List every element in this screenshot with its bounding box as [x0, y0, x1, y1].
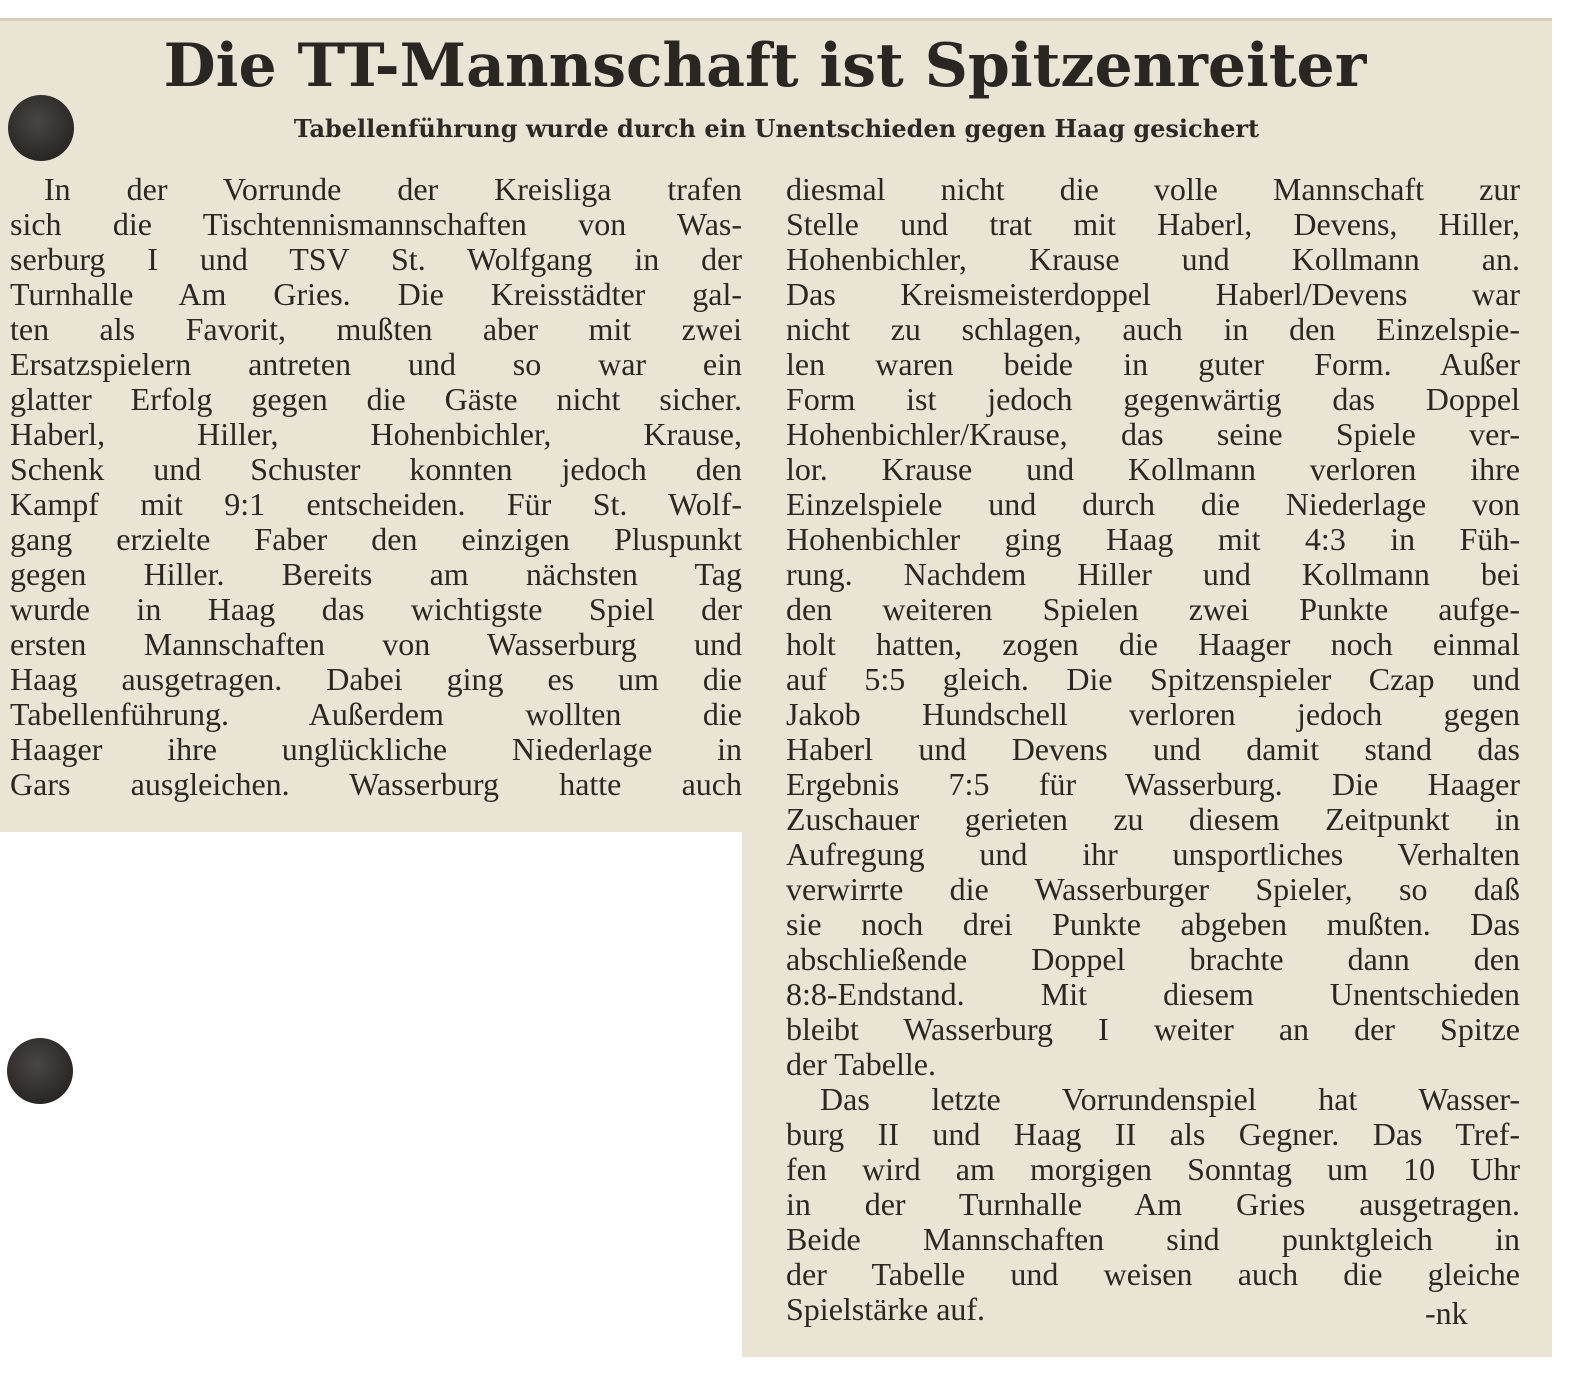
- text-line: Gars ausgleichen. Wasserburg hatte auch: [10, 767, 742, 802]
- text-line: Hohenbichler, Krause und Kollmann an.: [786, 242, 1520, 277]
- text-line: Ergebnis 7:5 für Wasserburg. Die Haager: [786, 767, 1520, 802]
- text-line: Zuschauer gerieten zu diesem Zeitpunkt in: [786, 802, 1520, 837]
- text-line: Aufregung und ihr unsportliches Verhalten: [786, 837, 1520, 872]
- text-line: diesmal nicht die volle Mannschaft zur: [786, 172, 1520, 207]
- text-line: in der Turnhalle Am Gries ausgetragen.: [786, 1187, 1520, 1222]
- text-line: den weiteren Spielen zwei Punkte aufge-: [786, 592, 1520, 627]
- text-line: Stelle und trat mit Haberl, Devens, Hiller,: [786, 207, 1520, 242]
- text-line: burg II und Haag II als Gegner. Das Tref-: [786, 1117, 1520, 1152]
- text-line: Hohenbichler ging Haag mit 4:3 in Füh-: [786, 522, 1520, 557]
- text-line: bleibt Wasserburg I weiter an der Spitze: [786, 1012, 1520, 1047]
- text-line: Haberl, Hiller, Hohenbichler, Krause,: [10, 417, 742, 452]
- text-line: ersten Mannschaften von Wasserburg und: [10, 627, 742, 662]
- text-line: Haager ihre unglückliche Niederlage in: [10, 732, 742, 767]
- subheadline: Tabellenführung wurde durch ein Unentschieden gegen Haag gesichert: [293, 114, 1260, 143]
- headline: Die TT-Mannschaft ist Spitzenreiter: [163, 31, 1367, 101]
- text-line: Spielstärke auf.: [786, 1292, 986, 1327]
- text-line: gang erzielte Faber den einzigen Pluspunkt: [10, 522, 742, 557]
- text-line: Haag ausgetragen. Dabei ging es um die: [10, 662, 742, 697]
- text-line: Hohenbichler/Krause, das seine Spiele ver-: [786, 417, 1520, 452]
- clipping-edge: [0, 18, 1552, 21]
- text-line: lor. Krause und Kollmann verloren ihre: [786, 452, 1520, 487]
- text-line: auf 5:5 gleich. Die Spitzenspieler Czap und: [786, 662, 1520, 697]
- text-line: holt hatten, zogen die Haager noch einmal: [786, 627, 1520, 662]
- text-line: Tabellenführung. Außerdem wollten die: [10, 697, 742, 732]
- text-line: gegen Hiller. Bereits am nächsten Tag: [10, 557, 742, 592]
- text-line: fen wird am morgigen Sonntag um 10 Uhr: [786, 1152, 1520, 1187]
- text-line: verwirrte die Wasserburger Spieler, so daß: [786, 872, 1520, 907]
- text-line: sie noch drei Punkte abgeben mußten. Das: [786, 907, 1520, 942]
- text-line: rung. Nachdem Hiller und Kollmann bei: [786, 557, 1520, 592]
- text-line: Das letzte Vorrundenspiel hat Wasser-: [820, 1082, 1520, 1117]
- text-line: Kampf mit 9:1 entscheiden. Für St. Wolf-: [10, 487, 742, 522]
- text-line: der Tabelle.: [786, 1047, 936, 1082]
- text-line: Haberl und Devens und damit stand das: [786, 732, 1520, 767]
- text-line: 8:8-Endstand. Mit diesem Unentschieden: [786, 977, 1520, 1012]
- left-column: [10, 172, 742, 802]
- text-line: serburg I und TSV St. Wolfgang in der: [10, 242, 742, 277]
- right-column: [786, 172, 1520, 1327]
- text-line: ten als Favorit, mußten aber mit zwei: [10, 312, 742, 347]
- text-line: der Tabelle und weisen auch die gleiche: [786, 1257, 1520, 1292]
- punch-hole: [7, 1038, 73, 1104]
- text-line: len waren beide in guter Form. Außer: [786, 347, 1520, 382]
- text-line: nicht zu schlagen, auch in den Einzelspie-: [786, 312, 1520, 347]
- text-line: In der Vorrunde der Kreisliga trafen: [44, 172, 742, 207]
- text-line: Das Kreismeisterdoppel Haberl/Devens war: [786, 277, 1520, 312]
- author-signature: -nk: [1425, 1295, 1468, 1331]
- text-line: Ersatzspielern antreten und so war ein: [10, 347, 742, 382]
- text-line: Beide Mannschaften sind punktgleich in: [786, 1222, 1520, 1257]
- text-line: sich die Tischtennismannschaften von Was-: [10, 207, 742, 242]
- text-line: abschließende Doppel brachte dann den: [786, 942, 1520, 977]
- text-line: wurde in Haag das wichtigste Spiel der: [10, 592, 742, 627]
- text-line: Jakob Hundschell verloren jedoch gegen: [786, 697, 1520, 732]
- text-line: Einzelspiele und durch die Niederlage von: [786, 487, 1520, 522]
- text-line: glatter Erfolg gegen die Gäste nicht sicher.: [10, 382, 742, 417]
- text-line: Turnhalle Am Gries. Die Kreisstädter gal-: [10, 277, 742, 312]
- text-line: Schenk und Schuster konnten jedoch den: [10, 452, 742, 487]
- text-line: Form ist jedoch gegenwärtig das Doppel: [786, 382, 1520, 417]
